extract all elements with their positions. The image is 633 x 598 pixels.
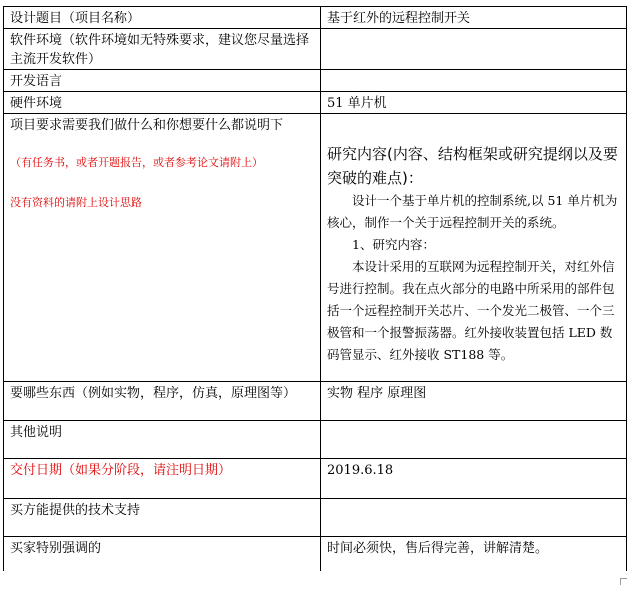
label-hardware-env: 硬件环境 bbox=[4, 92, 321, 114]
label-buyer-emphasis: 买家特别强调的 bbox=[4, 537, 321, 571]
value-other-notes bbox=[321, 421, 627, 459]
note-design-idea: 没有资料的请附上设计思路 bbox=[10, 196, 142, 209]
label-deliverables: 要哪些东西（例如实物，程序，仿真，原理图等） bbox=[4, 382, 321, 421]
requirements-form bbox=[3, 6, 627, 571]
label-other-notes: 其他说明 bbox=[4, 421, 321, 459]
value-delivery-date: 2019.6.18 bbox=[321, 459, 627, 499]
value-software-env bbox=[321, 29, 627, 70]
row-other bbox=[4, 421, 627, 459]
row-emphasis bbox=[4, 537, 627, 571]
research-heading: 研究内容(内容、结构框架或研究提纲以及要突破的难点)： bbox=[327, 145, 618, 187]
label-tech-support: 买方能提供的技术支持 bbox=[4, 499, 321, 537]
value-tech-support bbox=[321, 499, 627, 537]
label-requirements: 项目要求需要我们做什么和你想要什么都说明下 bbox=[10, 118, 284, 133]
requirements-label-cell bbox=[4, 114, 321, 382]
label-dev-language: 开发语言 bbox=[4, 70, 321, 92]
row-deliverables bbox=[4, 382, 627, 421]
requirements-content-cell bbox=[321, 114, 627, 382]
row-hardware bbox=[4, 92, 627, 114]
row-requirements bbox=[4, 114, 627, 382]
row-delivery-date bbox=[4, 459, 627, 499]
value-buyer-emphasis: 时间必须快，售后得完善，讲解清楚。 bbox=[321, 537, 627, 571]
value-dev-language bbox=[321, 70, 627, 92]
research-paragraph-2: 1、研究内容： bbox=[352, 237, 435, 252]
row-language bbox=[4, 70, 627, 92]
label-project-title: 设计题目（项目名称） bbox=[4, 7, 321, 29]
value-deliverables: 实物 程序 原理图 bbox=[321, 382, 627, 421]
research-paragraph-1: 设计一个基于单片机的控制系统,以 51 单片机为核心，制作一个关于远程控制开关的系统。 bbox=[327, 193, 618, 230]
label-software-env: 软件环境（软件环境如无特殊要求，建议您尽量选择主流开发软件） bbox=[4, 29, 321, 70]
row-software bbox=[4, 29, 627, 70]
table-resize-corner bbox=[620, 578, 627, 585]
row-tech-support bbox=[4, 499, 627, 537]
label-delivery-date: 交付日期（如果分阶段，请注明日期） bbox=[4, 459, 321, 499]
research-paragraph-3: 本设计采用的互联网为远程控制开关，对红外信号进行控制。我在点火部分的电路中所采用的部件包括一个远程控制开关芯片、一个发光二极管、一个三极管和一个报警振荡器。红外接收装置包括 LED 数码管显示、红外接收 ST188 等。 bbox=[327, 259, 615, 362]
row-title bbox=[4, 7, 627, 29]
value-hardware-env: 51 单片机 bbox=[321, 92, 627, 114]
note-attach-docs: （有任务书，或者开题报告，或者参考论文请附上） bbox=[10, 156, 263, 169]
value-project-title: 基于红外的远程控制开关 bbox=[321, 7, 627, 29]
